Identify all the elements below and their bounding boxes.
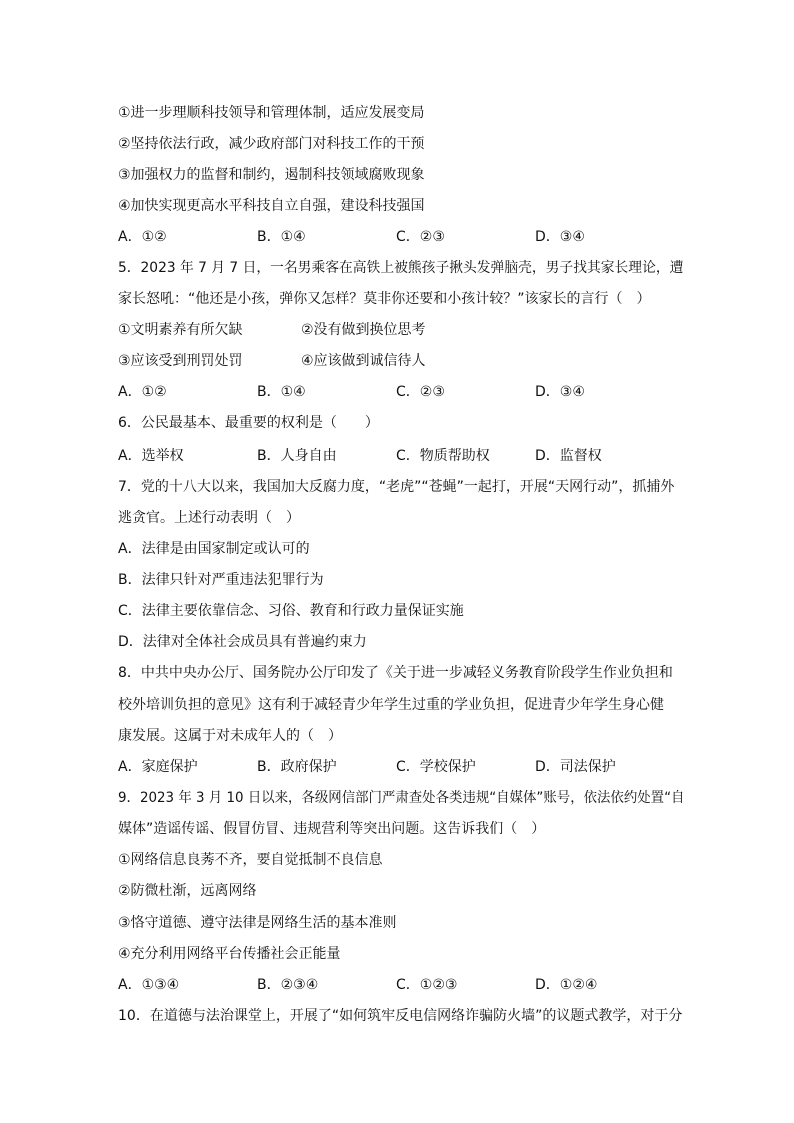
q5-item-4: ④应该做到诚信待人 <box>301 353 426 369</box>
q6-option-c[interactable]: C．物质帮助权 <box>396 448 490 464</box>
q9-stem-line-1: 9．2023 年 3 月 10 日以来，各级网信部门严肃查处各类违规“自媒体”账号，依法依约处置“自 <box>118 790 685 806</box>
q7-stem-line-1: 7．党的十八大以来，我国加大反腐力度，“老虎”“苍蝇”一起打，开展“天网行动”，抓捕外 <box>118 479 675 495</box>
q9-item-1: ①网络信息良莠不齐，要自觉抵制不良信息 <box>118 852 383 868</box>
q5-stem-line-2: 家长怒吼：“他还是小孩，弹你又怎样？莫非你还要和小孩计较？”该家长的言行（ ） <box>118 291 651 307</box>
q9-option-d[interactable]: D．①②④ <box>535 977 598 993</box>
q9-item-3: ③恪守道德、遵守法律是网络生活的基本准则 <box>118 915 397 931</box>
q7-option-d[interactable]: D．法律对全体社会成员具有普遍约束力 <box>118 634 367 650</box>
q4-option-a[interactable]: A．①② <box>118 229 167 245</box>
q10-stem-line-1: 10．在道德与法治课堂上，开展了“如何筑牢反电信网络诈骗防火墙”的议题式教学，对于分 <box>118 1008 683 1024</box>
q6-option-a[interactable]: A．选举权 <box>118 448 184 464</box>
q8-stem-line-3: 康发展。这属于对未成年人的（ ） <box>118 728 342 744</box>
q4-item-4: ④加快实现更高水平科技自立自强，建设科技强国 <box>118 198 425 214</box>
q9-option-b[interactable]: B．②③④ <box>257 977 319 993</box>
q5-option-c[interactable]: C．②③ <box>396 384 445 400</box>
q5-option-a[interactable]: A．①② <box>118 384 167 400</box>
q4-item-3: ③加强权力的监督和制约，遏制科技领域腐败现象 <box>118 167 425 183</box>
q5-item-1: ①文明素养有所欠缺 <box>118 322 243 338</box>
q9-stem-line-2: 媒体”造谣传谣、假冒仿冒、违规营利等突出问题。这告诉我们（ ） <box>118 821 546 837</box>
q6-stem: 6．公民最基本、最重要的权利是（ ） <box>118 415 379 431</box>
q7-stem-line-2: 逃贪官。上述行动表明（ ） <box>118 510 300 526</box>
q9-item-2: ②防微杜渐，远离网络 <box>118 883 257 899</box>
q8-option-c[interactable]: C．学校保护 <box>396 759 476 775</box>
q8-stem-line-1: 8．中共中央办公厅、国务院办公厅印发了《关于进一步减轻义务教育阶段学生作业负担和 <box>118 665 673 681</box>
q7-option-b[interactable]: B．法律只针对严重违法犯罪行为 <box>118 572 324 588</box>
q4-option-c[interactable]: C．②③ <box>396 229 445 245</box>
q8-option-a[interactable]: A．家庭保护 <box>118 759 198 775</box>
q7-option-a[interactable]: A．法律是由国家制定或认可的 <box>118 541 310 557</box>
q7-option-c[interactable]: C．法律主要依靠信念、习俗、教育和行政力量保证实施 <box>118 603 464 619</box>
q8-stem-line-2: 校外培训负担的意见》这有利于减轻青少年学生过重的学业负担，促进青少年学生身心健 <box>118 697 664 713</box>
q4-item-1: ①进一步理顺科技领导和管理体制，适应发展变局 <box>118 105 425 121</box>
q8-option-d[interactable]: D．司法保护 <box>535 759 616 775</box>
q4-option-d[interactable]: D．③④ <box>535 229 585 245</box>
q9-option-a[interactable]: A．①③④ <box>118 977 180 993</box>
q5-option-d[interactable]: D．③④ <box>535 384 585 400</box>
q8-option-b[interactable]: B．政府保护 <box>257 759 337 775</box>
q9-item-4: ④充分利用网络平台传播社会正能量 <box>118 946 341 962</box>
q9-option-c[interactable]: C．①②③ <box>396 977 458 993</box>
q5-stem-line-1: 5．2023 年 7 月 7 日，一名男乘客在高铁上被熊孩子揪头发弹脑壳，男子找其家长理论，遭 <box>118 260 684 276</box>
q5-item-3: ③应该受到刑罚处罚 <box>118 353 243 369</box>
q4-option-b[interactable]: B．①④ <box>257 229 306 245</box>
q6-option-b[interactable]: B．人身自由 <box>257 448 337 464</box>
q5-option-b[interactable]: B．①④ <box>257 384 306 400</box>
q5-item-2: ②没有做到换位思考 <box>301 322 426 338</box>
q6-option-d[interactable]: D．监督权 <box>535 448 602 464</box>
q4-item-2: ②坚持依法行政，减少政府部门对科技工作的干预 <box>118 136 425 152</box>
